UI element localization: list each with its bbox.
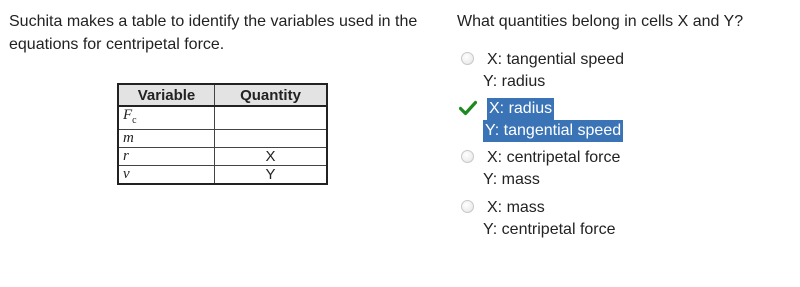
variable-symbol: F [123, 107, 133, 123]
option-line-y: Y: radius [483, 73, 546, 90]
quantity-cell-x: X [215, 148, 328, 166]
option-line-x: X: tangential speed [487, 51, 624, 68]
option-line-y: Y: centripetal force [483, 221, 616, 238]
variable-cell [118, 130, 215, 148]
radio-button[interactable] [461, 52, 474, 65]
variable-subscript: c [132, 115, 137, 126]
question-text: What quantities belong in cells X and Y? [457, 13, 744, 30]
option-line-x: X: centripetal force [487, 149, 621, 166]
table-row [118, 166, 327, 185]
variable-cell [118, 106, 215, 130]
quantity-cell [215, 106, 328, 130]
table-row [118, 130, 327, 148]
variable-symbol: m [123, 130, 134, 146]
table-header-row [118, 84, 327, 106]
radio-button[interactable] [461, 150, 474, 163]
quantity-cell [215, 130, 328, 148]
question-prompt: Suchita makes a table to identify the variables used in the equations for centripetal force. [9, 13, 418, 53]
table-row [118, 106, 327, 130]
option-line-x: X: mass [487, 199, 545, 216]
variable-cell [118, 166, 215, 185]
option-line-y: Y: tangential speed [483, 120, 623, 142]
variable-cell [118, 148, 215, 166]
checkmark-icon [459, 100, 477, 116]
option-line-y: Y: mass [483, 171, 540, 188]
variables-table [117, 83, 328, 185]
quantity-cell-y: Y [215, 166, 328, 185]
variable-symbol: r [123, 148, 129, 164]
variable-symbol: v [123, 166, 130, 182]
table-row [118, 148, 327, 166]
option-line-x: X: radius [487, 98, 554, 120]
radio-button[interactable] [461, 200, 474, 213]
header-quantity: Quantity [215, 84, 328, 106]
header-variable: Variable [118, 84, 215, 106]
